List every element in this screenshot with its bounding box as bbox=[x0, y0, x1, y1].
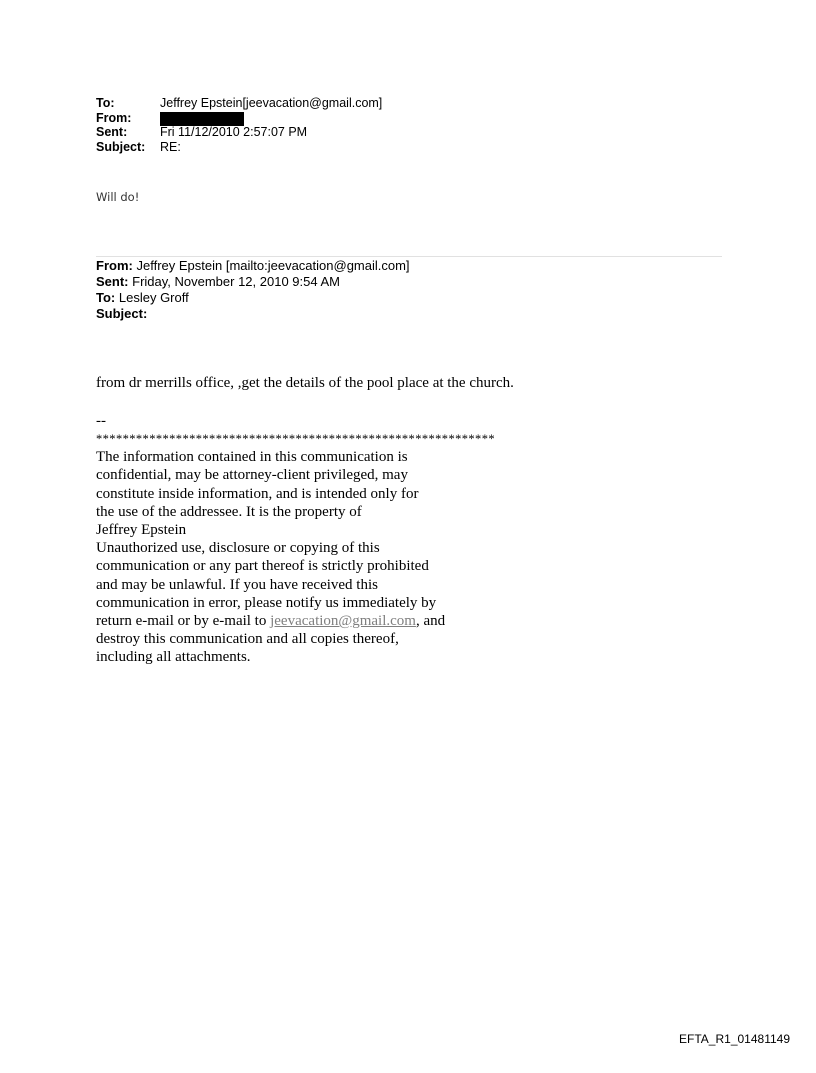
message-body: from dr merrills office, ,get the details of the pool place at the church. bbox=[96, 375, 514, 391]
quoted-from-label: From: bbox=[96, 258, 133, 273]
quote-divider bbox=[96, 256, 722, 257]
signature-line: The information contained in this communication is bbox=[96, 449, 408, 466]
document-id: EFTA_R1_01481149 bbox=[679, 1032, 790, 1046]
signature-line: communication in error, please notify us immediately by bbox=[96, 594, 437, 611]
sent-label: Sent: bbox=[96, 125, 128, 139]
signature-line: including all attachments. bbox=[96, 649, 251, 666]
quoted-sent-row bbox=[96, 274, 410, 290]
return-suffix: , and bbox=[415, 613, 446, 630]
quoted-subject-label: Subject: bbox=[96, 306, 148, 321]
to-value: Jeffrey Epstein[jeevacation@gmail.com] bbox=[160, 96, 383, 110]
quoted-from-value: Jeffrey Epstein [mailto:jeevacation@gmail.com] bbox=[136, 258, 410, 273]
from-label: From: bbox=[96, 110, 132, 125]
from-value-redacted bbox=[160, 111, 244, 126]
return-prefix: return e-mail or by e-mail to bbox=[96, 613, 271, 630]
signature-line: the use of the addressee. It is the property of bbox=[96, 503, 362, 520]
signature-line: constitute inside information, and is intended only for bbox=[96, 485, 419, 502]
subject-row bbox=[96, 140, 382, 155]
sent-row bbox=[96, 125, 382, 140]
email-header bbox=[96, 96, 382, 154]
signature-line: Unauthorized use, disclosure or copying of this bbox=[96, 540, 380, 557]
quoted-to-row bbox=[96, 290, 410, 306]
quoted-header bbox=[96, 258, 410, 322]
signature-dashes: -- bbox=[96, 413, 106, 429]
signature-line: destroy this communication and all copies thereof, bbox=[96, 631, 399, 648]
redaction-box bbox=[160, 112, 244, 126]
quoted-to-value: Lesley Groff bbox=[118, 290, 189, 305]
signature-return-line bbox=[96, 612, 495, 630]
quoted-sent-label: Sent: bbox=[96, 274, 129, 289]
to-label: To: bbox=[96, 96, 115, 110]
signature-block bbox=[96, 412, 495, 667]
signature-line: confidential, may be attorney-client privileged, may bbox=[96, 467, 408, 484]
signature-line: Jeffrey Epstein bbox=[96, 522, 187, 539]
to-row bbox=[96, 96, 382, 111]
signature-line: and may be unlawful. If you have received this bbox=[96, 576, 378, 593]
sent-value: Fri 11/12/2010 2:57:07 PM bbox=[160, 125, 308, 139]
email-link[interactable]: jeevacation@gmail.com bbox=[270, 613, 416, 630]
subject-label: Subject: bbox=[96, 139, 146, 154]
reply-text: Will do! bbox=[96, 190, 140, 204]
subject-value: RE: bbox=[160, 139, 181, 154]
quoted-subject-row bbox=[96, 306, 410, 322]
quoted-from-row bbox=[96, 258, 410, 274]
signature-line: communication or any part thereof is strictly prohibited bbox=[96, 558, 429, 575]
quoted-sent-value: Friday, November 12, 2010 9:54 AM bbox=[132, 274, 340, 289]
from-row bbox=[96, 111, 382, 126]
quoted-to-label: To: bbox=[96, 290, 116, 305]
signature-stars: ************************************************************ bbox=[96, 432, 495, 447]
